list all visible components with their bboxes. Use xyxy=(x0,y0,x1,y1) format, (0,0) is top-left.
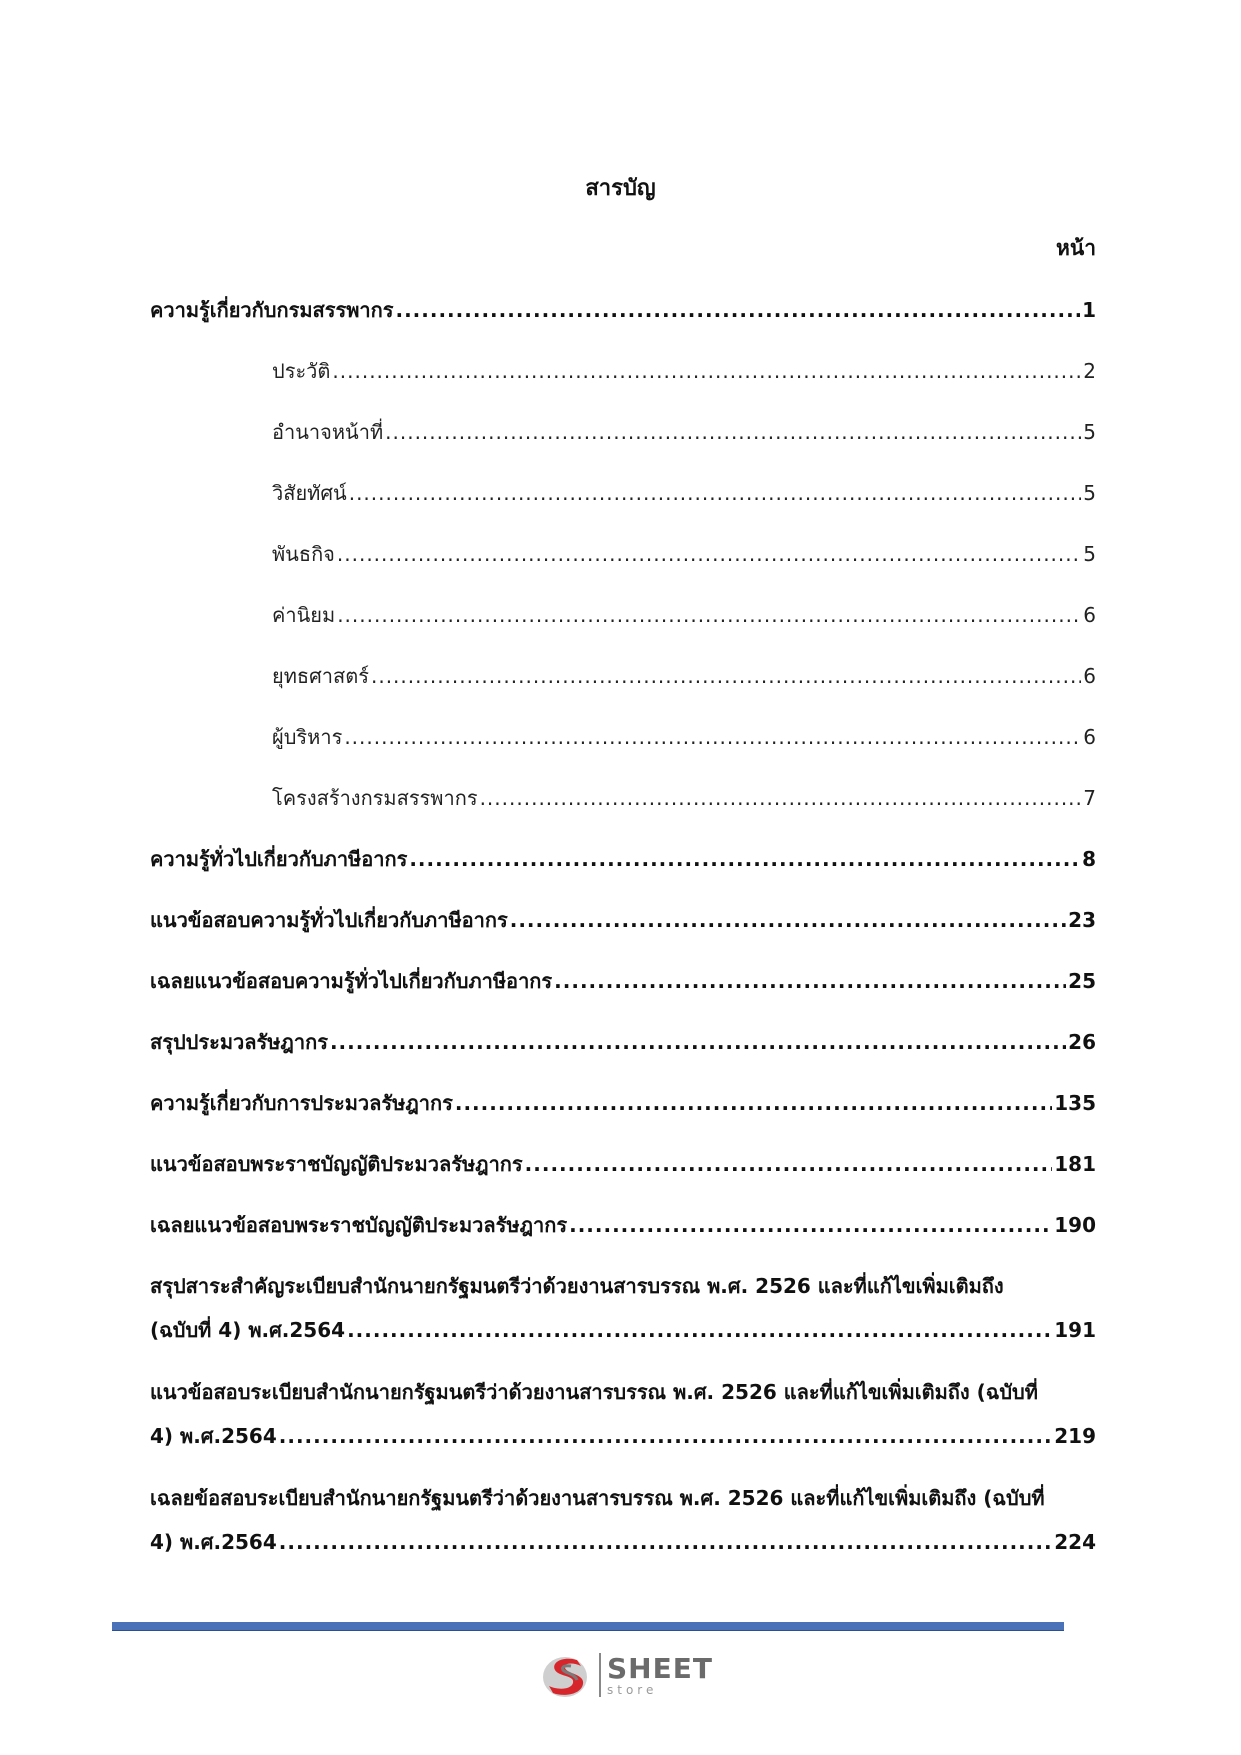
toc-entry[interactable] xyxy=(150,837,1096,898)
toc-entry-title: ความรู้ทั่วไปเกี่ยวกับภาษีอากร xyxy=(150,847,408,871)
toc-leader xyxy=(385,410,1081,454)
toc-page-number: 219 xyxy=(1054,1424,1096,1448)
toc-leader xyxy=(480,776,1082,820)
toc-page-number: 2 xyxy=(1083,359,1096,383)
toc-entry[interactable] xyxy=(150,1264,1096,1370)
toc-page-number: 135 xyxy=(1054,1091,1096,1115)
toc-entry[interactable] xyxy=(150,288,1096,349)
toc-entry-title: ค่านิยม xyxy=(272,603,336,627)
toc-entry-title: ผู้บริหาร xyxy=(272,725,343,749)
toc-entry[interactable] xyxy=(150,593,1096,654)
toc-leader xyxy=(349,471,1082,515)
toc-entry-title: สรุปประมวลรัษฎากร xyxy=(150,1030,328,1054)
sheet-store-logo-icon xyxy=(541,1650,595,1700)
toc-entry[interactable] xyxy=(150,1081,1096,1142)
toc-entry-title: พันธกิจ xyxy=(272,542,335,566)
toc-entry-title: แนวข้อสอบระเบียบสำนักนายกรัฐมนตรีว่าด้วยงานสารบรรณ พ.ศ. 2526 และที่แก้ไขเพิ่มเติมถึง (ฉบับที่ xyxy=(150,1380,1038,1404)
footer-rule xyxy=(112,1622,1064,1631)
toc-leader xyxy=(371,654,1081,698)
toc-page-number: 5 xyxy=(1083,420,1096,444)
toc-leader xyxy=(344,715,1081,759)
toc-entry[interactable] xyxy=(150,1020,1096,1081)
sheet-store-logo xyxy=(541,1650,713,1700)
toc-leader xyxy=(279,1414,1052,1458)
toc-leader xyxy=(510,898,1066,942)
toc-page-number: 190 xyxy=(1054,1213,1096,1237)
toc-entry-title: สรุปสาระสำคัญระเบียบสำนักนายกรัฐมนตรีว่าด้วยงานสารบรรณ พ.ศ. 2526 และที่แก้ไขเพิ่มเติมถึง xyxy=(150,1274,1004,1298)
toc-entry-title: เฉลยแนวข้อสอบพระราชบัญญัติประมวลรัษฎากร xyxy=(150,1213,568,1237)
toc-entry[interactable] xyxy=(150,532,1096,593)
toc-entry[interactable] xyxy=(150,410,1096,471)
toc-entry-title: เฉลยแนวข้อสอบความรู้ทั่วไปเกี่ยวกับภาษีอากร xyxy=(150,969,553,993)
toc-leader xyxy=(337,532,1081,576)
toc-leader xyxy=(337,593,1081,637)
logo-separator xyxy=(599,1653,601,1697)
toc-entry-title: ความรู้เกี่ยวกับกรมสรรพากร xyxy=(150,298,394,322)
toc-page-number: 191 xyxy=(1054,1318,1096,1342)
toc-entry[interactable] xyxy=(150,654,1096,715)
toc-entry[interactable] xyxy=(150,1370,1096,1476)
toc-leader xyxy=(347,1308,1052,1352)
toc-entry[interactable] xyxy=(150,959,1096,1020)
toc-leader xyxy=(455,1081,1052,1125)
table-of-contents xyxy=(150,288,1096,1582)
page-title: สารบัญ xyxy=(585,176,656,201)
toc-entry-title: โครงสร้างกรมสรรพากร xyxy=(272,786,478,810)
logo-word: SHEET xyxy=(607,1651,713,1685)
toc-entry[interactable] xyxy=(150,1142,1096,1203)
toc-entry[interactable] xyxy=(150,349,1096,410)
toc-page-number: 26 xyxy=(1068,1030,1096,1054)
toc-entry-title-continued: 4) พ.ศ.2564 xyxy=(150,1530,277,1554)
page-column-header: หน้า xyxy=(1056,236,1096,260)
toc-page-number: 7 xyxy=(1083,786,1096,810)
logo-text xyxy=(607,1651,713,1697)
toc-entry[interactable] xyxy=(150,715,1096,776)
toc-leader xyxy=(330,1020,1066,1064)
toc-entry[interactable] xyxy=(150,776,1096,837)
toc-page-number: 6 xyxy=(1083,725,1096,749)
toc-entry[interactable] xyxy=(150,898,1096,959)
toc-leader xyxy=(332,349,1081,393)
toc-entry-title: เฉลยข้อสอบระเบียบสำนักนายกรัฐมนตรีว่าด้วยงานสารบรรณ พ.ศ. 2526 และที่แก้ไขเพิ่มเติมถึง (ฉบับที่ xyxy=(150,1486,1045,1510)
toc-entry[interactable] xyxy=(150,1476,1096,1582)
toc-entry-title: วิสัยทัศน์ xyxy=(272,481,347,505)
toc-page-number: 1 xyxy=(1082,298,1096,322)
toc-page-number: 8 xyxy=(1082,847,1096,871)
toc-page-number: 5 xyxy=(1083,542,1096,566)
toc-entry-title-continued: 4) พ.ศ.2564 xyxy=(150,1424,277,1448)
toc-page-number: 25 xyxy=(1068,969,1096,993)
toc-entry[interactable] xyxy=(150,1203,1096,1264)
toc-leader xyxy=(554,959,1066,1003)
toc-leader xyxy=(279,1520,1052,1564)
toc-entry-title: ยุทธศาสตร์ xyxy=(272,664,369,688)
toc-leader xyxy=(525,1142,1053,1186)
toc-page-number: 224 xyxy=(1054,1530,1096,1554)
toc-leader xyxy=(569,1203,1052,1247)
toc-leader xyxy=(395,288,1080,332)
logo-subword: store xyxy=(607,1682,658,1697)
toc-leader xyxy=(409,837,1080,881)
toc-page-number: 5 xyxy=(1083,481,1096,505)
toc-entry-title: ประวัติ xyxy=(272,359,331,383)
toc-page-number: 23 xyxy=(1068,908,1096,932)
toc-entry-title-continued: (ฉบับที่ 4) พ.ศ.2564 xyxy=(150,1318,346,1342)
toc-page-number: 6 xyxy=(1083,603,1096,627)
toc-entry-title: ความรู้เกี่ยวกับการประมวลรัษฎากร xyxy=(150,1091,453,1115)
toc-entry-title: แนวข้อสอบพระราชบัญญัติประมวลรัษฎากร xyxy=(150,1152,523,1176)
toc-entry[interactable] xyxy=(150,471,1096,532)
toc-page-number: 181 xyxy=(1054,1152,1096,1176)
toc-page-number: 6 xyxy=(1083,664,1096,688)
toc-entry-title: แนวข้อสอบความรู้ทั่วไปเกี่ยวกับภาษีอากร xyxy=(150,908,508,932)
toc-entry-title: อำนาจหน้าที่ xyxy=(272,420,384,444)
